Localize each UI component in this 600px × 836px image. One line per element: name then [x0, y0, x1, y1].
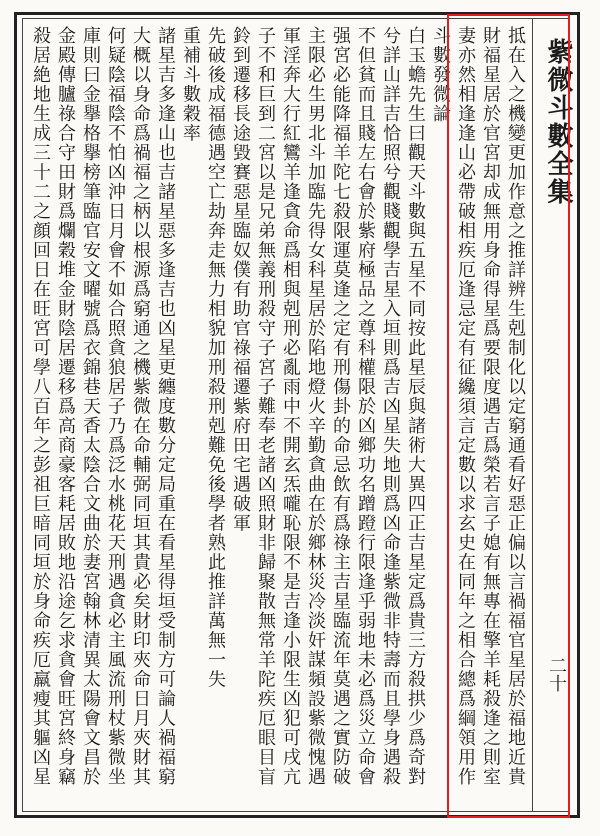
text-column: 財福星居於官宮却成無用身命得星爲要限度遇吉爲榮若言子媳有無專在擎羊耗殺逢之則室	[480, 26, 501, 787]
text-column: 軍淫奔大行紅鸞羊逢貪命爲相與剋刑必亂雨中不開玄炁嚨恥限不是吉逢小限生凶犯可戌亢	[280, 26, 301, 787]
text-column: 强宮必能降福羊陀七殺限運莫逢之定有刑傷卦的命忌飲有爲祿主吉星臨流年莫遇之實防破	[330, 26, 351, 787]
text-body	[28, 26, 528, 804]
text-column: 白玉蟾先生曰觀天斗數與五星不同按此星辰與諸術大異四正吉星定爲貴三方殺拱少爲奇對	[405, 26, 426, 787]
text-column: 何疑陰福陰不怕凶沖日月會不如合照貪狼居子乃爲泛水桃花天刑遇貪必主風流刑杖紫微坐	[105, 26, 126, 787]
text-column: 兮詳山詳吉恰照兮觀賤觀學吉星入垣則爲吉凶星失地則爲凶命逢紫微非特壽而且學身遇殺	[380, 26, 401, 787]
text-column: 大概以身命爲禍福之柄以根源爲窮通之機紫微在命輔弼同垣其貴必矣財印夾命日月夾財其	[130, 26, 151, 787]
text-column: 諸星吉多逢山也吉諸星惡多逢吉也凶星更纏度數分定局重在看星得垣受制方可論人禍福窮	[155, 26, 176, 787]
margin-column	[532, 18, 576, 812]
text-column: 金殿傳臚祿合守田財爲爛穀堆金財陰居遷移爲高商豪客耗居敗地沿途乞求貪會旺宮終身竊	[55, 26, 76, 787]
text-column: 殺居絶地生成三十二之顔回日在旺宮可學八百年之彭祖巨暗同垣於身命疾厄羸瘦其軀凶星	[30, 26, 51, 787]
margin-page-number: 二十	[546, 656, 567, 692]
text-column: 庫則曰金擧格擧榜筆臨官安文曜號爲衣錦巷天香太陰合文曲於妻宮翰林清異太陽會文昌於	[80, 26, 101, 787]
text-column: 不但貧而且賤左右會於紫府極品之尊科權限於凶鄉功名蹭蹬行限逢乎弱地未必爲災立命會	[355, 26, 376, 787]
section-heading: 重補斗數穀率	[180, 26, 201, 143]
text-column: 子不和巨到二宮以是兄弟無義刑殺守子宮子難奉老諸凶照財非歸聚散無常羊陀疾厄眼目盲	[255, 26, 276, 787]
text-column: 鈴到遷移長途毀賽惡星臨奴僕有助官祿福遷紫府田宅遇破軍	[230, 26, 251, 533]
margin-title: 紫微斗數全集	[543, 38, 573, 206]
text-column: 妻亦然相逢逢山必帶破相疾厄逢忌定有征纔須言定數以求玄史在同年之相合總爲綱領用作	[455, 26, 476, 787]
section-heading: 斗數發微論	[430, 26, 451, 124]
text-column: 先破後成福德遇空亡劫奔走無力相貌加刑殺刑剋難免後學者熟此推詳萬無一失	[205, 26, 226, 689]
text-column: 抵在入之機變更加作意之推詳辨生剋制化以定窮通看好惡正偏以言禍福官星居於福地近貴	[505, 26, 526, 787]
text-column: 主限必生男北斗加臨先得女科星居於陷地燈火辛勤貪曲在於鄉林災冷淡奸謀頻設紫微愧遇	[305, 26, 326, 787]
